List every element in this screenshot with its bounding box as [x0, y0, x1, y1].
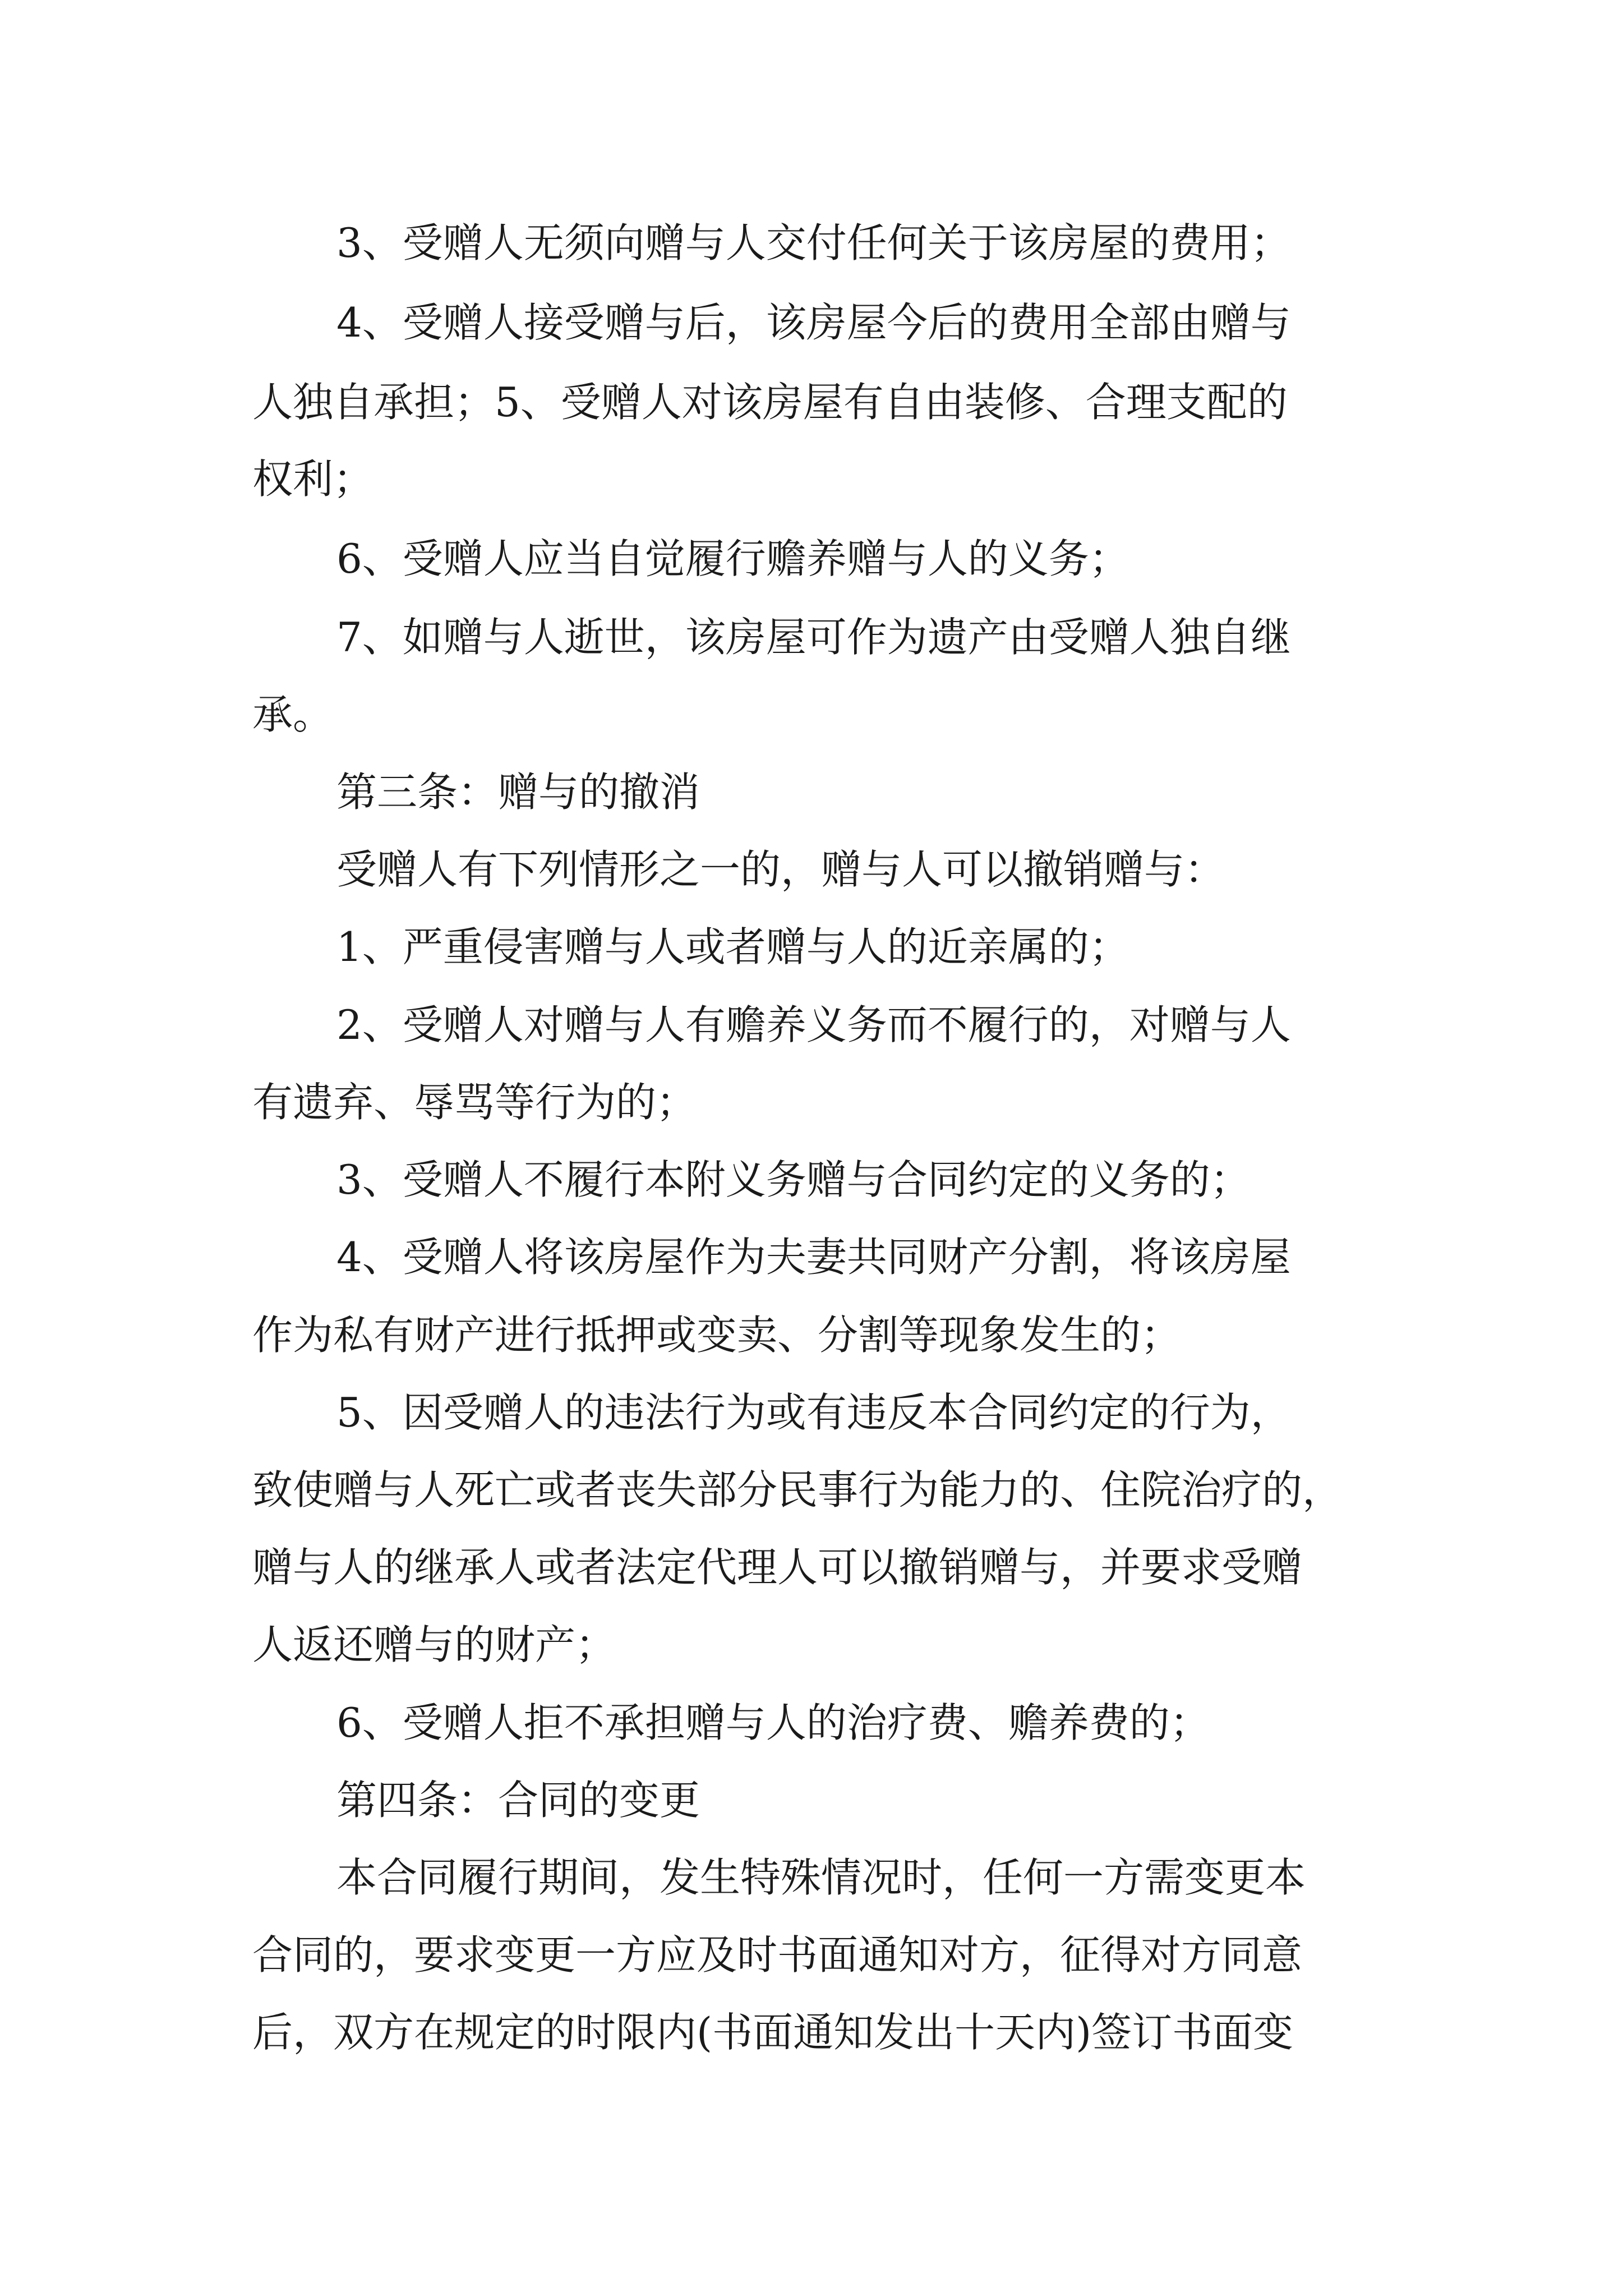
text-line: 4、受赠人将该房屋作为夫妻共同财产分割，将该房屋: [336, 1234, 1291, 1281]
text-line: 本合同履行期间，发生特殊情况时，任何一方需变更本: [336, 1854, 1306, 1901]
text-line: 权利；: [252, 455, 374, 503]
text-line: 4、受赠人接受赠与后，该房屋今后的费用全部由赠与: [336, 299, 1291, 346]
text-line: 有遗弃、辱骂等行为的；: [252, 1079, 697, 1126]
text-line: 赠与人的继承人或者法定代理人可以撤销赠与，并要求受赠: [252, 1544, 1303, 1591]
text-line: 5、因受赠人的违法行为或有违反本合同约定的行为，: [336, 1389, 1291, 1436]
text-line: 合同的，要求变更一方应及时书面通知对方，征得对方同意: [252, 1931, 1303, 1978]
text-line: 人返还赠与的财产；: [252, 1621, 616, 1668]
text-line: 2、受赠人对赠与人有赡养义务而不履行的，对赠与人: [336, 1001, 1291, 1048]
text-line: 后，双方在规定的时限内(书面通知发出十天内)签订书面变: [252, 2009, 1294, 2056]
text-line: 1、严重侵害赠与人或者赠与人的近亲属的；: [336, 923, 1129, 970]
text-line: 致使赠与人死亡或者丧失部分民事行为能力的、住院治疗的，: [252, 1466, 1343, 1513]
text-line: 作为私有财产进行抵押或变卖、分割等现象发生的；: [252, 1312, 1182, 1359]
section-heading: 第三条：赠与的撤消: [336, 769, 700, 816]
text-line: 受赠人有下列情形之一的，赠与人可以撤销赠与：: [336, 846, 1225, 893]
text-line: 人独自承担；5、受赠人对该房屋有自由装修、合理支配的: [252, 379, 1288, 426]
text-line: 7、如赠与人逝世，该房屋可作为遗产由受赠人独自继: [336, 614, 1291, 661]
text-line: 承。: [252, 691, 334, 738]
text-line: 6、受赠人应当自觉履行赡养赠与人的义务；: [336, 535, 1129, 582]
text-line: 3、受赠人不履行本附义务赠与合同约定的义务的；: [336, 1156, 1251, 1203]
text-line: 6、受赠人拒不承担赠与人的治疗费、赡养费的；: [336, 1699, 1210, 1746]
section-heading: 第四条：合同的变更: [336, 1777, 700, 1824]
text-line: 3、受赠人无须向赠与人交付任何关于该房屋的费用；: [336, 219, 1291, 266]
